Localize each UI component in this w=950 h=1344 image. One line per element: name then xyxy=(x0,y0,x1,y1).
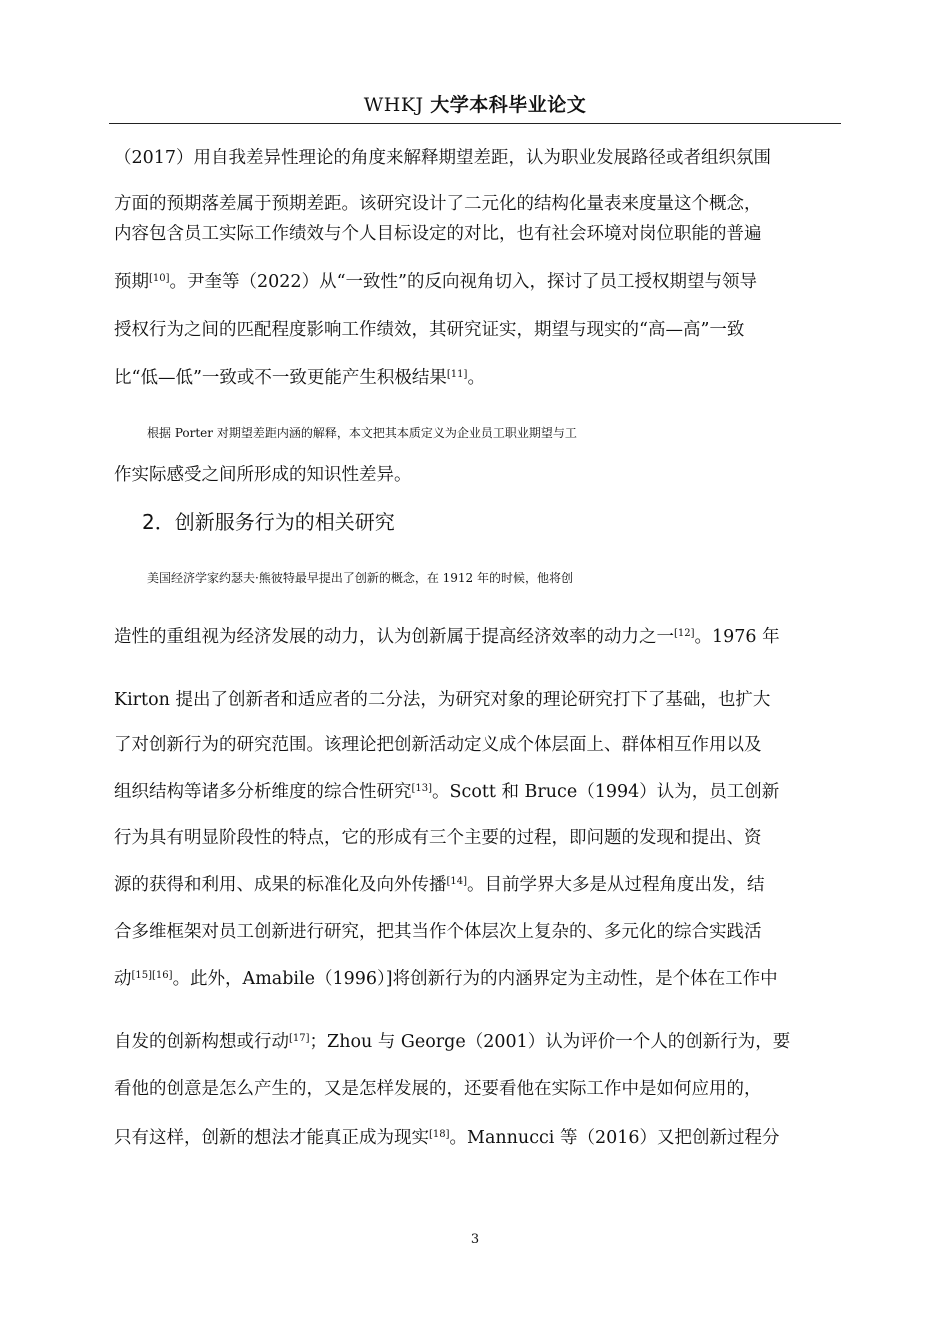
text-line: 了对创新行为的研究范围。该理论把创新活动定义成个体层面上、群体相互作用以及 xyxy=(114,735,762,755)
citation: [17] xyxy=(289,1033,310,1044)
text-line: 组织结构等诸多分析维度的综合性研究[13]。Scott 和 Bruce（1994）认为，员工创新 xyxy=(114,782,780,802)
citation: [12] xyxy=(674,628,695,639)
text-line: 动[15][16]。此外，Amabile（1996）]将创新行为的内涵界定为主动性，是个体在工作中 xyxy=(114,969,778,989)
section-heading: 2．创新服务行为的相关研究 xyxy=(142,510,395,534)
text-line: 造性的重组视为经济发展的动力，认为创新属于提高经济效率的动力之一[12]。1976 年 xyxy=(114,627,780,647)
text-line: 只有这样，创新的想法才能真正成为现实[18]。Mannucci 等（2016）又把创新过程分 xyxy=(114,1128,780,1148)
text-line: 比“低—低”一致或不一致更能产生积极结果[11]。 xyxy=(114,368,485,388)
text-line: 自发的创新构想或行动[17]；Zhou 与 George（2001）认为评价一个人的创新行为，要 xyxy=(114,1032,791,1052)
text-line: 授权行为之间的匹配程度影响工作绩效，其研究证实，期望与现实的“高—高”一致 xyxy=(114,320,745,340)
text-line: 预期[10]。尹奎等（2022）从“一致性”的反向视角切入，探讨了员工授权期望与领导 xyxy=(114,272,757,292)
citation: [18] xyxy=(429,1129,450,1140)
text-line: 合多维框架对员工创新进行研究，把其当作个体层次上复杂的、多元化的综合实践活 xyxy=(114,922,762,942)
citation: [11] xyxy=(446,369,468,380)
text-line: 美国经济学家约瑟夫·熊彼特最早提出了创新的概念，在 1912 年的时候，他将创 xyxy=(147,571,573,585)
header-latin: WHKJ xyxy=(363,94,424,116)
text-line: 方面的预期落差属于预期差距。该研究设计了二元化的结构化量表来度量这个概念， xyxy=(114,194,762,214)
text-line: 根据 Porter 对期望差距内涵的解释，本文把其本质定义为企业员工职业期望与工 xyxy=(147,426,577,440)
text-line: 行为具有明显阶段性的特点，它的形成有三个主要的过程，即问题的发现和提出、资 xyxy=(114,828,762,848)
page-number: 3 xyxy=(470,1232,480,1247)
text-line: 作实际感受之间所形成的知识性差异。 xyxy=(114,465,412,485)
text-line: Kirton 提出了创新者和适应者的二分法，为研究对象的理论研究打下了基础，也扩大 xyxy=(114,690,771,710)
citation: [14] xyxy=(446,876,468,887)
citation: [13] xyxy=(411,783,433,794)
text-line: 看他的创意是怎么产生的，又是怎样发展的，还要看他在实际工作中是如何应用的， xyxy=(114,1079,762,1099)
running-header xyxy=(0,90,950,117)
text-line: 内容包含员工实际工作绩效与个人目标设定的对比，也有社会环境对岗位职能的普遍 xyxy=(114,224,762,244)
text-line: （2017）用自我差异性理论的角度来解释期望差距，认为职业发展路径或者组织氛围 xyxy=(114,148,772,168)
header-rule xyxy=(109,123,841,124)
text-line: 源的获得和利用、成果的标准化及向外传播[14]。目前学界大多是从过程角度出发，结 xyxy=(114,875,765,895)
citation: [15][16] xyxy=(131,970,173,981)
citation: [10] xyxy=(149,273,170,284)
header-title: 大学本科毕业论文 xyxy=(430,94,587,116)
